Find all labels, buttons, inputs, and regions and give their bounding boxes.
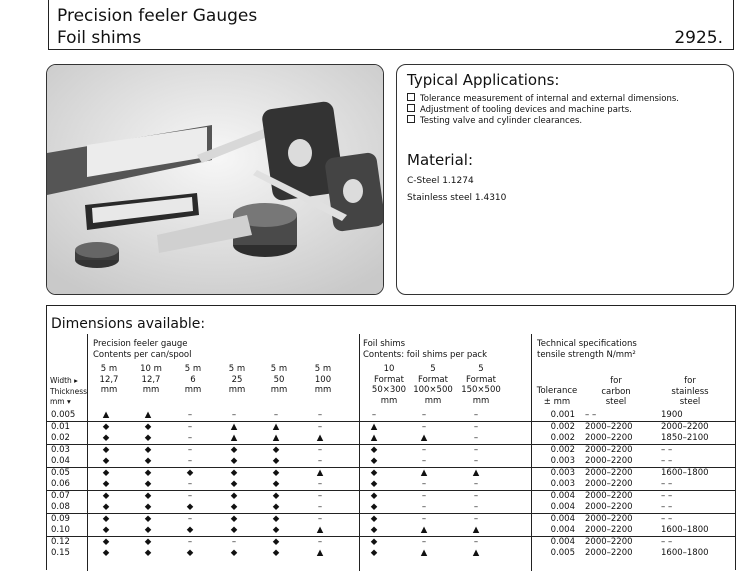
header-line: mm bbox=[270, 385, 288, 395]
gauge-availability-cell: ▲ bbox=[230, 433, 238, 443]
application-text: Testing valve and cylinder clearances. bbox=[420, 116, 583, 126]
thickness-cell: 0.15 bbox=[51, 548, 70, 558]
gauge-availability-cell: ◆ bbox=[102, 514, 110, 524]
table-row bbox=[47, 548, 735, 559]
stainless-steel-header bbox=[667, 376, 713, 408]
shim-availability-cell: ◆ bbox=[370, 537, 378, 547]
header-line: mm bbox=[472, 395, 490, 406]
stainless-steel-cell: 2000–2200 bbox=[661, 422, 709, 432]
gauge-availability-cell: ◆ bbox=[102, 525, 110, 535]
thickness-cell: 0.06 bbox=[51, 479, 70, 489]
gauge-availability-cell: ◆ bbox=[102, 433, 110, 443]
shim-availability-cell: ◆ bbox=[370, 491, 378, 501]
gauge-availability-cell: ◆ bbox=[230, 445, 238, 455]
shim-availability-cell: ◆ bbox=[370, 468, 378, 478]
shim-availability-cell: ◆ bbox=[370, 525, 378, 535]
gauge-availability-cell: ◆ bbox=[144, 491, 152, 501]
gauge-availability-cell: ◆ bbox=[144, 468, 152, 478]
header-line: mm bbox=[142, 385, 160, 395]
gauge-availability-cell: ▲ bbox=[316, 468, 324, 478]
stainless-steel-cell: 1600–1800 bbox=[661, 548, 709, 558]
header-line: 150×500 bbox=[461, 385, 501, 395]
gauge-availability-cell: ◆ bbox=[102, 502, 110, 512]
gauge-column-header bbox=[305, 364, 341, 396]
table-row bbox=[47, 536, 735, 548]
shim-availability-cell: ▲ bbox=[420, 525, 428, 535]
header-line: 25 bbox=[231, 374, 243, 385]
mm-label: mm ▾ bbox=[50, 397, 71, 406]
product-photo bbox=[46, 64, 384, 295]
spec-group-header bbox=[537, 339, 637, 361]
shim-availability-cell: – bbox=[371, 410, 377, 420]
tolerance-cell: 0.002 bbox=[550, 422, 575, 432]
gauge-availability-cell: – bbox=[187, 537, 193, 547]
header-line: mm bbox=[100, 385, 118, 395]
gauge-availability-cell: ▲ bbox=[144, 410, 152, 420]
shim-availability-cell: – bbox=[421, 537, 427, 547]
header-line: 5 bbox=[478, 364, 484, 374]
shim-availability-cell: ▲ bbox=[420, 548, 428, 558]
gauge-availability-cell: ▲ bbox=[230, 422, 238, 432]
tolerance-cell: 0.004 bbox=[550, 514, 575, 524]
shim-availability-cell: – bbox=[421, 422, 427, 432]
table-row bbox=[47, 490, 735, 502]
gauge-availability-cell: ◆ bbox=[272, 491, 280, 501]
header-line: for bbox=[684, 376, 696, 386]
tolerance-cell: 0.005 bbox=[550, 548, 575, 558]
gauge-availability-cell: ◆ bbox=[144, 502, 152, 512]
gauge-availability-cell: ◆ bbox=[230, 456, 238, 466]
header-line: Contents per can/spool bbox=[93, 350, 192, 360]
shim-availability-cell: – bbox=[473, 433, 479, 443]
gauge-availability-cell: ◆ bbox=[230, 548, 238, 558]
stainless-steel-cell: – – bbox=[661, 514, 673, 524]
gauge-availability-cell: – bbox=[317, 491, 323, 501]
gauge-availability-cell: ◆ bbox=[272, 479, 280, 489]
gauge-availability-cell: – bbox=[187, 479, 193, 489]
gauge-availability-cell: – bbox=[317, 422, 323, 432]
header-line: mm bbox=[424, 395, 442, 406]
gauge-availability-cell: – bbox=[187, 422, 193, 432]
carbon-steel-cell: 2000–2200 bbox=[585, 433, 633, 443]
tolerance-cell: 0.002 bbox=[550, 433, 575, 443]
carbon-steel-cell: 2000–2200 bbox=[585, 456, 633, 466]
shim-column-header bbox=[409, 364, 457, 406]
thickness-label: Thickness bbox=[50, 386, 88, 396]
gauge-availability-cell: – bbox=[231, 410, 237, 420]
gauge-availability-cell: – bbox=[231, 537, 237, 547]
header-line: stainless bbox=[671, 386, 709, 397]
tolerance-cell: 0.004 bbox=[550, 491, 575, 501]
shim-availability-cell: – bbox=[473, 479, 479, 489]
gauge-availability-cell: – bbox=[273, 410, 279, 420]
table-row bbox=[47, 410, 735, 421]
table-row bbox=[47, 421, 735, 433]
carbon-steel-cell: 2000–2200 bbox=[585, 491, 633, 501]
gauge-availability-cell: ◆ bbox=[102, 468, 110, 478]
gauge-availability-cell: ◆ bbox=[102, 445, 110, 455]
shim-availability-cell: – bbox=[421, 410, 427, 420]
thickness-cell: 0.04 bbox=[51, 456, 70, 466]
shim-group-header bbox=[363, 339, 487, 361]
shim-availability-cell: ▲ bbox=[370, 422, 378, 432]
stainless-steel-cell: – – bbox=[661, 479, 673, 489]
gauge-availability-cell: – bbox=[187, 433, 193, 443]
stainless-steel-cell: 1600–1800 bbox=[661, 468, 709, 478]
header-line: 12,7 bbox=[99, 374, 119, 385]
thickness-cell: 0.01 bbox=[51, 422, 70, 432]
carbon-steel-cell: – – bbox=[585, 410, 597, 420]
carbon-steel-cell: 2000–2200 bbox=[585, 479, 633, 489]
gauge-availability-cell: ▲ bbox=[272, 433, 280, 443]
gauge-availability-cell: ◆ bbox=[102, 491, 110, 501]
shim-availability-cell: – bbox=[473, 491, 479, 501]
gauge-availability-cell: – bbox=[317, 502, 323, 512]
header-line: ± mm bbox=[543, 396, 571, 407]
gauge-availability-cell: – bbox=[187, 514, 193, 524]
header-line: 10 bbox=[383, 364, 395, 374]
header-line: Foil shims bbox=[363, 339, 406, 349]
carbon-steel-cell: 2000–2200 bbox=[585, 537, 633, 547]
table-row bbox=[47, 502, 735, 513]
tolerance-cell: 0.003 bbox=[550, 468, 575, 478]
tolerance-cell: 0.002 bbox=[550, 445, 575, 455]
gauge-availability-cell: ◆ bbox=[144, 537, 152, 547]
shim-availability-cell: – bbox=[421, 502, 427, 512]
gauge-availability-cell: – bbox=[317, 445, 323, 455]
gauge-availability-cell: ◆ bbox=[230, 491, 238, 501]
header-line: Format bbox=[418, 374, 448, 385]
application-text: Tolerance measurement of internal and external dimensions. bbox=[420, 94, 679, 104]
gauge-availability-cell: ◆ bbox=[102, 479, 110, 489]
shim-availability-cell: ◆ bbox=[370, 456, 378, 466]
tolerance-cell: 0.001 bbox=[550, 410, 575, 420]
gauge-column-header bbox=[175, 364, 211, 396]
material-item: Stainless steel 1.4310 bbox=[407, 193, 507, 203]
list-item bbox=[407, 115, 679, 126]
shim-availability-cell: – bbox=[473, 456, 479, 466]
gauge-availability-cell: ◆ bbox=[102, 548, 110, 558]
thickness-cell: 0.09 bbox=[51, 514, 70, 524]
tolerance-cell: 0.004 bbox=[550, 525, 575, 535]
shim-availability-cell: ◆ bbox=[370, 502, 378, 512]
gauge-availability-cell: ◆ bbox=[144, 479, 152, 489]
shim-availability-cell: ▲ bbox=[420, 468, 428, 478]
gauge-availability-cell: – bbox=[317, 479, 323, 489]
gauge-availability-cell: ◆ bbox=[230, 502, 238, 512]
shim-availability-cell: – bbox=[473, 422, 479, 432]
table-row bbox=[47, 479, 735, 490]
shim-availability-cell: – bbox=[473, 502, 479, 512]
stainless-steel-cell: – – bbox=[661, 491, 673, 501]
shim-availability-cell: ▲ bbox=[472, 525, 480, 535]
gauge-availability-cell: ▲ bbox=[272, 422, 280, 432]
carbon-steel-header bbox=[593, 376, 639, 408]
gauge-availability-cell: ◆ bbox=[230, 479, 238, 489]
tolerance-header bbox=[533, 386, 581, 407]
gauge-group-header bbox=[93, 339, 191, 361]
tolerance-cell: 0.003 bbox=[550, 456, 575, 466]
header-line: mm bbox=[380, 395, 398, 406]
thickness-cell: 0.12 bbox=[51, 537, 70, 547]
carbon-steel-cell: 2000–2200 bbox=[585, 502, 633, 512]
gauge-availability-cell: ◆ bbox=[272, 468, 280, 478]
shim-availability-cell: ▲ bbox=[472, 548, 480, 558]
stainless-steel-cell: 1900 bbox=[661, 410, 683, 420]
carbon-steel-cell: 2000–2200 bbox=[585, 422, 633, 432]
header-line: 5 m bbox=[314, 364, 332, 374]
gauge-availability-cell: ◆ bbox=[102, 422, 110, 432]
header-line: 100 bbox=[314, 374, 332, 385]
header-line: tensile strength N/mm² bbox=[537, 350, 636, 360]
shim-availability-cell: ◆ bbox=[370, 514, 378, 524]
table-row bbox=[47, 433, 735, 444]
shim-availability-cell: – bbox=[421, 479, 427, 489]
header-line: 50×300 bbox=[371, 385, 407, 395]
header-line: 5 bbox=[430, 364, 436, 374]
gauge-availability-cell: ▲ bbox=[316, 525, 324, 535]
tolerance-cell: 0.004 bbox=[550, 537, 575, 547]
header-line: 12,7 bbox=[141, 374, 161, 385]
gauge-availability-cell: – bbox=[317, 456, 323, 466]
shim-column-header bbox=[365, 364, 413, 406]
width-label: Width ▸ bbox=[50, 376, 78, 385]
gauge-availability-cell: ◆ bbox=[186, 468, 194, 478]
gauge-availability-cell: ▲ bbox=[316, 433, 324, 443]
shim-availability-cell: ◆ bbox=[370, 479, 378, 489]
checkbox-icon bbox=[407, 93, 415, 101]
dimensions-table bbox=[46, 305, 736, 570]
thickness-cell: 0.02 bbox=[51, 433, 70, 443]
page-title: Precision feeler Gauges bbox=[57, 6, 258, 26]
header-line: 10 m bbox=[140, 364, 162, 374]
header-line: 5 m bbox=[100, 364, 118, 374]
gauge-availability-cell: ◆ bbox=[144, 433, 152, 443]
shim-availability-cell: – bbox=[473, 410, 479, 420]
gauge-column-header bbox=[133, 364, 169, 396]
header-line: Precision feeler gauge bbox=[93, 339, 188, 349]
gauge-availability-cell: ▲ bbox=[102, 410, 110, 420]
table-row bbox=[47, 525, 735, 536]
header-line: steel bbox=[605, 397, 627, 407]
table-row bbox=[47, 467, 735, 479]
tolerance-cell: 0.003 bbox=[550, 479, 575, 489]
list-item bbox=[407, 93, 679, 104]
material-list bbox=[407, 173, 506, 207]
shim-availability-cell: ◆ bbox=[370, 445, 378, 455]
header-line: Technical specifications bbox=[537, 339, 637, 349]
checkbox-icon bbox=[407, 104, 415, 112]
catalog-number: 2925. bbox=[674, 28, 723, 48]
stainless-steel-cell: – – bbox=[661, 537, 673, 547]
shim-availability-cell: – bbox=[421, 514, 427, 524]
gauge-availability-cell: ◆ bbox=[144, 422, 152, 432]
thickness-cell: 0.005 bbox=[51, 410, 76, 420]
gauge-column-header bbox=[219, 364, 255, 396]
page-subtitle: Foil shims bbox=[57, 28, 142, 48]
gauge-availability-cell: ◆ bbox=[186, 548, 194, 558]
gauge-availability-cell: ◆ bbox=[272, 456, 280, 466]
header-line: 5 m bbox=[270, 364, 288, 374]
gauge-availability-cell: ◆ bbox=[230, 525, 238, 535]
applications-list bbox=[407, 93, 679, 126]
gauge-availability-cell: ◆ bbox=[144, 445, 152, 455]
carbon-steel-cell: 2000–2200 bbox=[585, 468, 633, 478]
header-line: 100×500 bbox=[413, 385, 453, 395]
header-line: 5 m bbox=[184, 364, 202, 374]
gauge-availability-cell: ◆ bbox=[230, 514, 238, 524]
material-heading: Material: bbox=[407, 151, 473, 169]
header-line: mm bbox=[314, 385, 332, 395]
header-line: mm bbox=[228, 385, 246, 395]
thickness-cell: 0.10 bbox=[51, 525, 70, 535]
gauge-availability-cell: – bbox=[317, 514, 323, 524]
stainless-steel-cell: – – bbox=[661, 502, 673, 512]
gauge-availability-cell: ◆ bbox=[144, 548, 152, 558]
gauge-availability-cell: ◆ bbox=[230, 468, 238, 478]
gauge-availability-cell: ◆ bbox=[102, 537, 110, 547]
thickness-cell: 0.07 bbox=[51, 491, 70, 501]
shim-availability-cell: ◆ bbox=[370, 548, 378, 558]
gauge-availability-cell: ◆ bbox=[272, 502, 280, 512]
gauge-availability-cell: – bbox=[187, 491, 193, 501]
list-item bbox=[407, 104, 679, 115]
gauge-availability-cell: ◆ bbox=[186, 525, 194, 535]
gauge-column-header bbox=[91, 364, 127, 396]
gauge-availability-cell: ▲ bbox=[316, 548, 324, 558]
info-panel bbox=[396, 64, 734, 295]
stainless-steel-cell: 1850–2100 bbox=[661, 433, 709, 443]
gauge-availability-cell: ◆ bbox=[272, 445, 280, 455]
table-row bbox=[47, 513, 735, 525]
header-line: 50 bbox=[273, 374, 285, 385]
shim-availability-cell: – bbox=[421, 445, 427, 455]
gauge-availability-cell: ◆ bbox=[272, 525, 280, 535]
shim-availability-cell: – bbox=[473, 537, 479, 547]
table-row bbox=[47, 444, 735, 456]
shim-availability-cell: – bbox=[421, 456, 427, 466]
header-line: Tolerance bbox=[536, 386, 578, 396]
header-line: for bbox=[610, 376, 622, 386]
header-line: Format bbox=[374, 374, 404, 385]
gauge-availability-cell: – bbox=[187, 410, 193, 420]
header-line: mm bbox=[184, 385, 202, 395]
shim-availability-cell: ▲ bbox=[420, 433, 428, 443]
gauge-availability-cell: ◆ bbox=[272, 514, 280, 524]
carbon-steel-cell: 2000–2200 bbox=[585, 525, 633, 535]
header-line: Contents: foil shims per pack bbox=[363, 350, 488, 360]
applications-heading: Typical Applications: bbox=[407, 71, 560, 89]
tolerance-cell: 0.004 bbox=[550, 502, 575, 512]
shim-availability-cell: ▲ bbox=[472, 468, 480, 478]
stainless-steel-cell: – – bbox=[661, 445, 673, 455]
gauge-availability-cell: – bbox=[317, 410, 323, 420]
shim-availability-cell: ▲ bbox=[370, 433, 378, 443]
gauge-availability-cell: ◆ bbox=[144, 514, 152, 524]
table-row bbox=[47, 456, 735, 467]
header-line: steel bbox=[679, 397, 701, 407]
application-text: Adjustment of tooling devices and machine parts. bbox=[420, 105, 632, 115]
gauge-availability-cell: – bbox=[187, 456, 193, 466]
carbon-steel-cell: 2000–2200 bbox=[585, 514, 633, 524]
gauge-availability-cell: ◆ bbox=[144, 525, 152, 535]
header-line: carbon bbox=[601, 386, 631, 397]
gauge-availability-cell: ◆ bbox=[102, 456, 110, 466]
stainless-steel-cell: 1600–1800 bbox=[661, 525, 709, 535]
thickness-cell: 0.08 bbox=[51, 502, 70, 512]
page-header bbox=[48, 0, 734, 50]
gauge-availability-cell: ◆ bbox=[186, 502, 194, 512]
gauge-availability-cell: ◆ bbox=[272, 537, 280, 547]
gauge-availability-cell: ◆ bbox=[144, 456, 152, 466]
carbon-steel-cell: 2000–2200 bbox=[585, 548, 633, 558]
gauge-column-header bbox=[261, 364, 297, 396]
gauge-availability-cell: ◆ bbox=[272, 548, 280, 558]
header-line: 6 bbox=[190, 374, 196, 385]
checkbox-icon bbox=[407, 115, 415, 123]
stainless-steel-cell: – – bbox=[661, 456, 673, 466]
material-item: C-Steel 1.1274 bbox=[407, 176, 474, 186]
shim-availability-cell: – bbox=[421, 491, 427, 501]
shim-availability-cell: – bbox=[473, 514, 479, 524]
carbon-steel-cell: 2000–2200 bbox=[585, 445, 633, 455]
shim-availability-cell: – bbox=[473, 445, 479, 455]
table-body bbox=[47, 410, 735, 559]
header-line: 5 m bbox=[228, 364, 246, 374]
thickness-cell: 0.03 bbox=[51, 445, 70, 455]
shim-column-header bbox=[457, 364, 505, 406]
gauge-availability-cell: – bbox=[317, 537, 323, 547]
header-line: Format bbox=[466, 374, 496, 385]
thickness-cell: 0.05 bbox=[51, 468, 70, 478]
row-axis-label bbox=[50, 376, 87, 408]
gauge-availability-cell: – bbox=[187, 445, 193, 455]
dimensions-title: Dimensions available: bbox=[51, 316, 206, 332]
